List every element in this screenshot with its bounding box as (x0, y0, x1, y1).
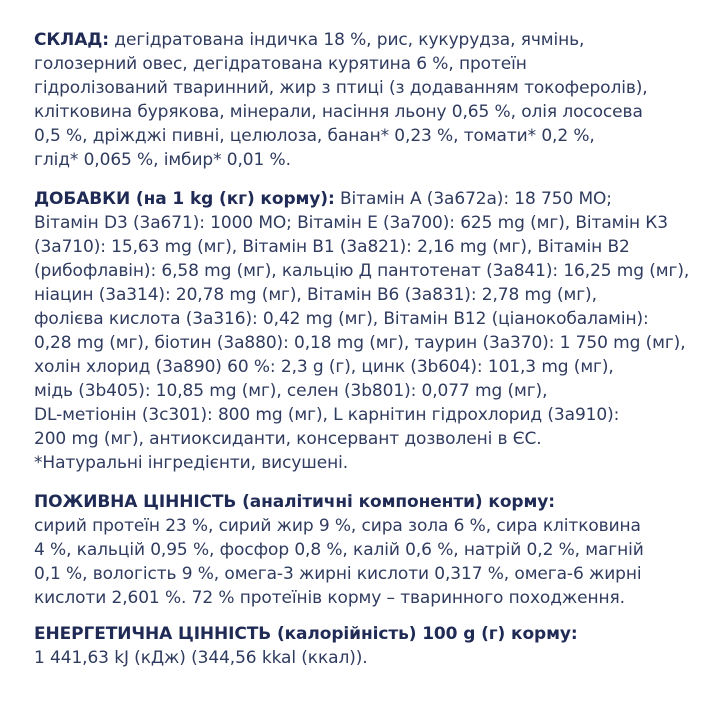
composition-heading: СКЛАД: (34, 30, 109, 50)
additives-line-3: (3а710): 15,63 mg (мг), Вітамін В1 (3а821): 2,16 mg (мг), Вітамін В2 (34, 237, 630, 257)
additives-line-5: ніацин (3а314): 20,78 mg (мг), Вітамін В6 (3а831): 2,78 mg (мг), (34, 285, 597, 305)
nutrition-line-3: 0,1 %, вологість 9 %, омега-3 жирні кислоти 0,317 %, омега-6 жирні (34, 564, 642, 584)
additives-line-2: Вітамін D3 (3а671): 1000 МО; Вітамін Е (3а700): 625 mg (мг), Вітамін К3 (34, 213, 668, 233)
additives-line-4: (рибофлавін): 6,58 mg (мг), кальцію Д пантотенат (3а841): 16,25 mg (мг), (34, 261, 690, 281)
composition-line-2: голозерний овес, дегідратована курятина 6 %, протеїн (34, 54, 527, 74)
additives-text: Вітамін А (3а672а): 18 750 МО; (334, 189, 612, 209)
additives-line-7: 0,28 mg (мг), біотин (3а880): 0,18 mg (мг), таурин (3а370): 1 750 mg (мг), (34, 333, 686, 353)
composition-text: дегідратована індичка 18 %, рис, кукурудза, ячмінь, (109, 30, 585, 50)
additives-line-10: DL-метіонін (3с301): 800 mg (мг), L карнітин гідрохлорид (3а910): (34, 405, 620, 425)
nutrition-line-1: сирий протеїн 23 %, сирий жир 9 %, сира зола 6 %, сира клітковина (34, 516, 641, 536)
additives-line-8: холін хлорид (3а890) 60 %: 2,3 g (г), цинк (3b604): 101,3 mg (мг), (34, 357, 614, 377)
composition-line-4: клітковина бурякова, мінерали, насіння льону 0,65 %, олія лососева (34, 102, 643, 122)
additives-line-1 (34, 187, 698, 211)
additives-section (34, 187, 698, 475)
additives-heading: ДОБАВКИ (на 1 kg (кг) корму): (34, 189, 335, 209)
additives-footnote: *Натуральні інгредієнти, висушені. (34, 453, 349, 473)
nutrition-line-4: кислоти 2,601 %. 72 % протеїнів корму – тваринного походження. (34, 588, 625, 608)
additives-line-11: 200 mg (мг), антиоксиданти, консервант дозволені в ЄС. (34, 429, 542, 449)
composition-line-5: 0,5 %, дріжджі пивні, целюлоза, банан* 0,23 %, томати* 0,2 %, (34, 126, 595, 146)
nutrition-heading: ПОЖИВНА ЦІННІСТЬ (аналітичні компоненти) корму: (34, 492, 555, 512)
composition-line-1 (34, 28, 698, 52)
composition-section (34, 28, 698, 172)
composition-line-3: гідролізований тваринний, жир з птиці (з додаванням токоферолів), (34, 78, 648, 98)
additives-line-9: мідь (3b405): 10,85 mg (мг), селен (3b801): 0,077 mg (мг), (34, 381, 548, 401)
additives-line-6: фолієва кислота (3а316): 0,42 mg (мг), Вітамін В12 (ціанокобаламін): (34, 309, 649, 329)
energy-section (34, 622, 698, 670)
composition-line-6: глід* 0,065 %, імбир* 0,01 %. (34, 150, 291, 170)
nutrition-section (34, 490, 698, 610)
energy-value: 1 441,63 kJ (кДж) (344,56 kkal (ккал)). (34, 648, 368, 668)
nutrition-line-2: 4 %, кальцій 0,95 %, фосфор 0,8 %, калій 0,6 %, натрій 0,2 %, магній (34, 540, 644, 560)
energy-heading: ЕНЕРГЕТИЧНА ЦІННІСТЬ (калорійність) 100 g (г) корму: (34, 624, 578, 644)
